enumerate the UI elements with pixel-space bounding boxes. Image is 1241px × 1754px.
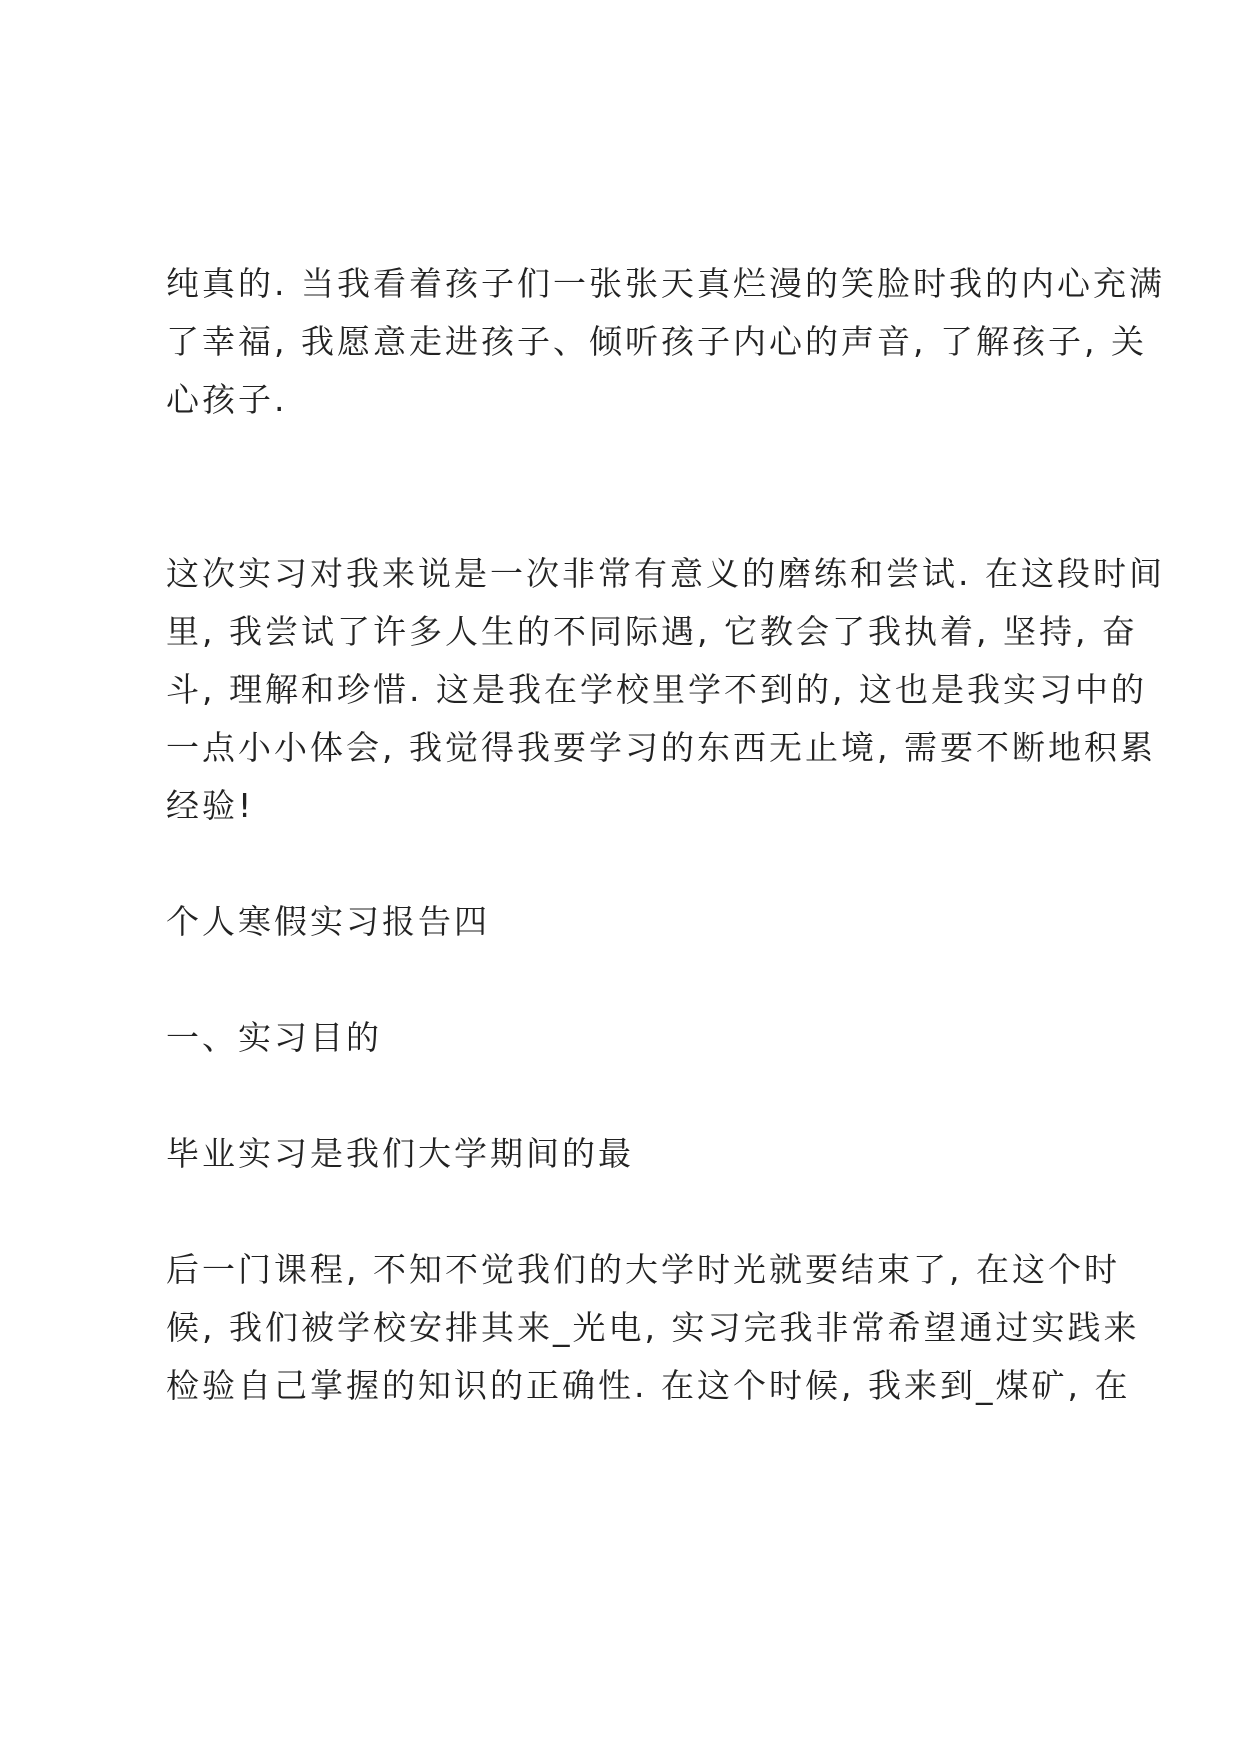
paragraph-1-line-1: 纯真的. 当我看着孩子们一张张天真烂漫的笑脸时我的内心充满 xyxy=(166,264,1165,303)
paragraph-2-line-2: 里, 我尝试了许多人生的不同际遇, 它教会了我执着, 坚持, 奋 xyxy=(166,612,1138,651)
paragraph-4-line-1: 后一门课程, 不知不觉我们的大学时光就要结束了, 在这个时 xyxy=(166,1250,1120,1289)
paragraph-3: 毕业实习是我们大学期间的最 xyxy=(166,1134,634,1173)
paragraph-2-line-1: 这次实习对我来说是一次非常有意义的磨练和尝试. 在这段时间 xyxy=(166,554,1165,593)
paragraph-2-line-3: 斗, 理解和珍惜. 这是我在学校里学不到的, 这也是我实习中的 xyxy=(166,670,1147,709)
paragraph-1-line-3: 心孩子. xyxy=(166,380,288,419)
paragraph-4-line-3: 检验自己掌握的知识的正确性. 在这个时候, 我来到_煤矿, 在 xyxy=(166,1366,1131,1405)
paragraph-1-line-2: 了幸福, 我愿意走进孩子、倾听孩子内心的声音, 了解孩子, 关 xyxy=(166,322,1147,361)
section-title: 一、实习目的 xyxy=(166,1018,382,1057)
paragraph-2-line-5: 经验! xyxy=(166,786,255,825)
paragraph-4-line-2: 候, 我们被学校安排其来_光电, 实习完我非常希望通过实践来 xyxy=(166,1308,1140,1347)
report-heading: 个人寒假实习报告四 xyxy=(166,902,490,941)
paragraph-2-line-4: 一点小小体会, 我觉得我要学习的东西无止境, 需要不断地积累 xyxy=(166,728,1156,767)
